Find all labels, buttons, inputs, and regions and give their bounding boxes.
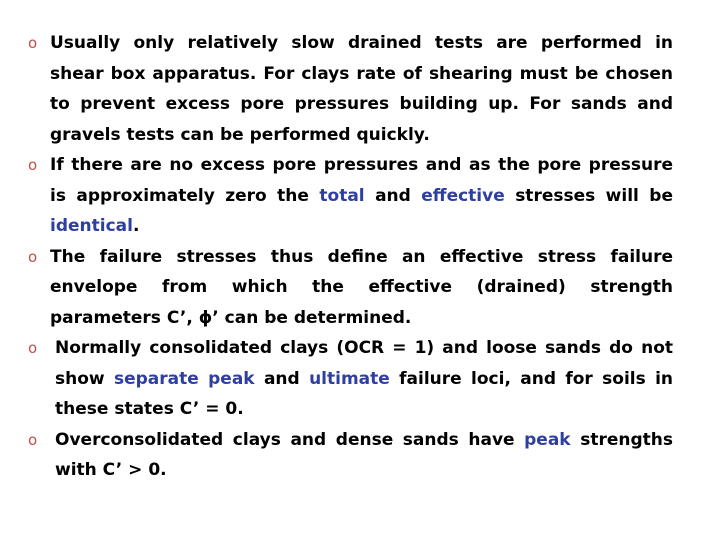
bullet-marker-icon: o [28, 247, 38, 266]
bullet-marker-icon: o [28, 34, 38, 52]
highlight-total: total [319, 185, 365, 206]
bullet-marker-icon: o [28, 156, 38, 174]
bullet-item-normally-consolidated [28, 333, 673, 425]
bullet-item-drained-tests [28, 28, 673, 150]
text-segment: strengths with C’ > 0. [55, 429, 673, 480]
bullet-text [50, 150, 673, 242]
highlight-separate-peak: separate peak [113, 368, 255, 389]
text-segment: stresses will be [504, 185, 674, 206]
text-segment: Normally consolidated clays (OCR = 1) and loose sands do not show [55, 338, 673, 389]
bullet-marker-icon: o [28, 339, 38, 357]
bullet-item-pore-pressure [28, 150, 673, 242]
bullet-text [50, 425, 673, 486]
highlight-peak: peak [524, 429, 571, 450]
bullet-marker-icon: o [28, 430, 38, 449]
bullet-item-failure-envelope [28, 242, 673, 334]
highlight-effective: effective [421, 185, 505, 206]
bullet-text: Usually only relatively slow drained tests are performed in shear box apparatus. For clays rate of shearing must be chosen to prevent excess pore pressures building up. For sands and gravels tests can be performed quickly. [50, 33, 673, 145]
text-segment: . [132, 216, 140, 236]
highlight-ultimate: ultimate [309, 368, 390, 389]
highlight-identical: identical [50, 216, 133, 236]
bullet-item-overconsolidated [28, 425, 673, 486]
text-segment: failure loci, and for soils in these states C’ = 0. [55, 368, 674, 419]
text-segment: Overconsolidated clays and dense sands have [55, 429, 525, 450]
text-segment: and [254, 368, 310, 389]
bullet-list [28, 28, 673, 486]
text-segment: and [364, 185, 422, 206]
bullet-text [50, 333, 673, 425]
bullet-text: The failure stresses thus define an effective stress failure envelope from which the effective (drained) strength parameters C’, ϕ’ can be determined. [50, 246, 673, 328]
text-segment: If there are no excess pore pressures and as the pore pressure is approximately zero the [50, 155, 673, 206]
